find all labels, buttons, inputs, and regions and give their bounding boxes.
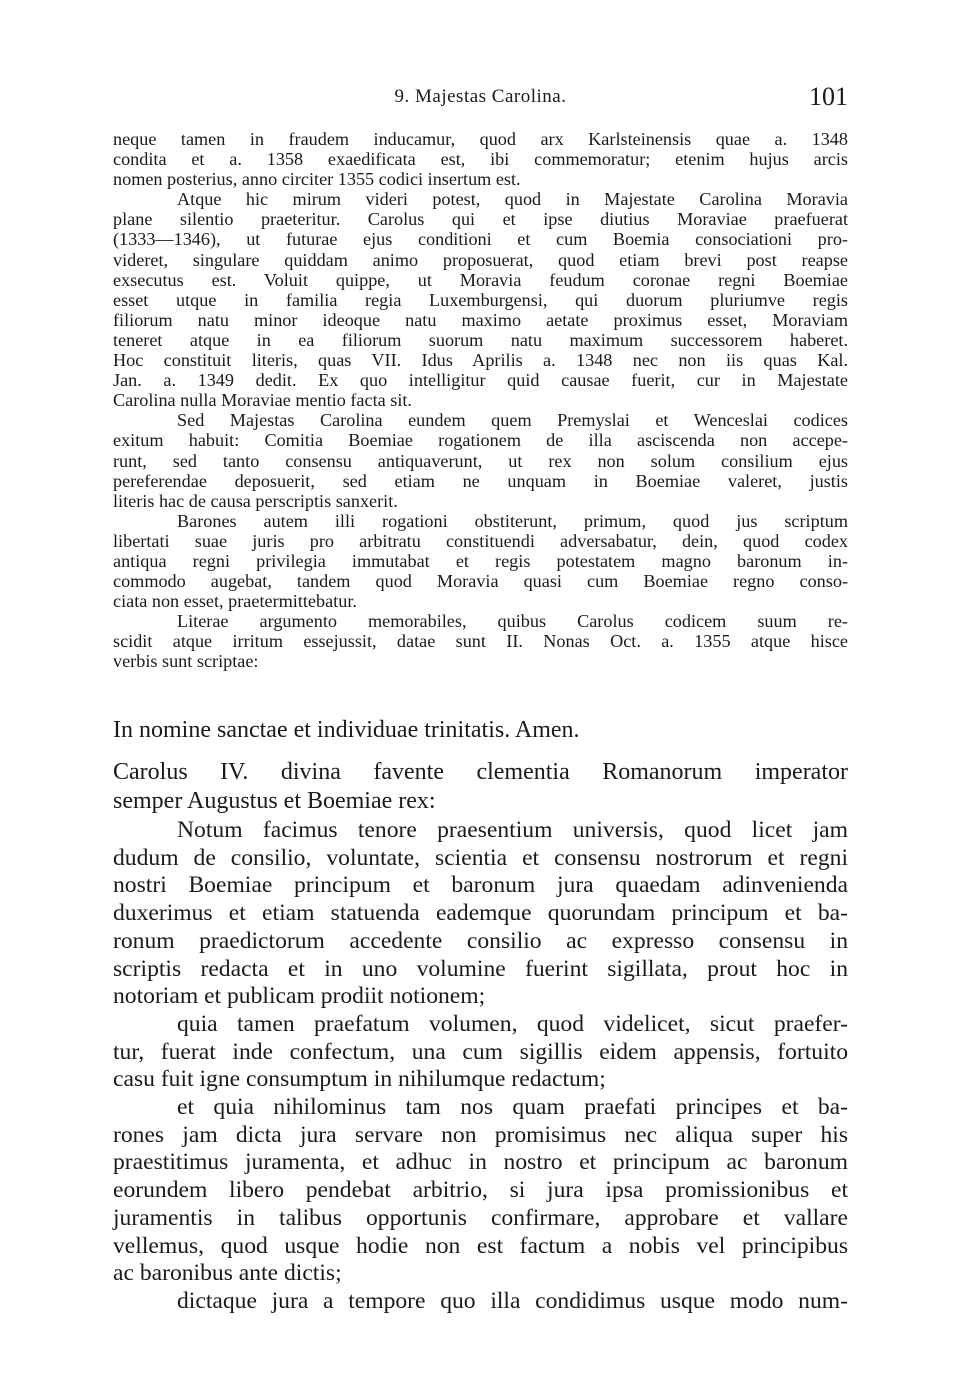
commentary-line: Sed Majestas Carolina eundem quem Premyslai et Wenceslai codices [177, 410, 848, 431]
commentary-line: Barones autem illi rogationi obstiterunt, primum, quod jus scriptum [177, 510, 848, 531]
charter-line: nostri Boemiae principum et baronum jura quaedam adinvenienda [113, 872, 848, 899]
charter-line: et quia nihilominus tam nos quam praefati principes et ba- [177, 1094, 848, 1121]
commentary-line: literis hac de causa perscriptis sanxerit. [113, 490, 398, 511]
commentary-line: (1333—1346), ut futurae ejus conditioni et cum Boemia consociationi pro- [113, 229, 848, 250]
commentary-line: Literae argumento memorabiles, quibus Carolus codicem suum re- [177, 611, 848, 632]
commentary-line: condita et a. 1358 exaedificata est, ibi commemoratur; etenim hujus arcis [113, 149, 848, 170]
commentary-line: scidit atque irritum essejussit, datae sunt II. Nonas Oct. a. 1355 atque hisce [113, 631, 848, 652]
commentary-line: videret, singulare quiddam animo proposuerat, quod etiam brevi post reapse [113, 249, 848, 270]
commentary-line: plane silentio praeteritur. Carolus qui et ipse diutius Moraviae praefuerat [113, 209, 848, 230]
charter-invocation: In nomine sanctae et individuae trinitatis. Amen. [113, 717, 580, 743]
commentary-line: nomen posterius, anno circiter 1355 codici insertum est. [113, 169, 521, 190]
charter-line: duxerimus et etiam statuenda eademque quorundam principum et ba- [113, 900, 848, 927]
commentary-line: runt, sed tanto consensu antiquaverunt, ut rex non solum consilium ejus [113, 450, 848, 471]
charter-line: quia tamen praefatum volumen, quod videlicet, sicut praefer- [177, 1010, 848, 1037]
commentary-line: exitum habuit: Comitia Boemiae rogationem de illa asciscenda non accepe- [113, 430, 848, 451]
running-title: 9. Majestas Carolina. [394, 86, 567, 107]
commentary-line: antiqua regni privilegia immutabat et regis potestatem magno baronum in- [113, 550, 848, 571]
commentary-line: neque tamen in fraudem inducamur, quod arx Karlsteinensis quae a. 1348 [113, 129, 848, 149]
commentary-line: exsecutus est. Voluit quippe, ut Moravia feudum coronae regni Boemiae [113, 269, 848, 290]
charter-text [113, 817, 848, 1316]
charter-line: dictaque jura a tempore quo illa condidimus usque modo num- [177, 1287, 848, 1314]
commentary-line: commodo augebat, tandem quod Moravia quasi cum Boemiae regno conso- [113, 571, 848, 592]
charter-line: tur, fuerat inde confectum, una cum sigillis eidem appensis, fortuito [113, 1038, 848, 1065]
commentary-line: ciata non esset, praetermittebatur. [113, 591, 357, 612]
charter-line: ac baronibus ante dictis; [113, 1260, 342, 1287]
charter-line: dudum de consilio, voluntate, scientia et consensu nostrorum et regni [113, 844, 848, 871]
charter-line: rones jam dicta jura servare non promisimus nec aliqua super his [113, 1121, 848, 1148]
charter-line: casu fuit igne consumptum in nihilumque redactum; [113, 1066, 606, 1093]
charter-line: vellemus, quod usque hodie non est factum a nobis vel principibus [113, 1232, 848, 1259]
charter-line: Notum facimus tenore praesentium universis, quod licet jam [177, 817, 848, 843]
page-header [113, 82, 848, 114]
commentary-line: filiorum natu minor ideoque natu maximo aetate proximus esset, Moraviam [113, 309, 848, 330]
commentary-line: Atque hic mirum videri potest, quod in Majestate Carolina Moravia [177, 189, 848, 210]
commentary-line: Hoc constituit literis, quas VII. Idus Aprilis a. 1348 nec non iis quas Kal. [113, 350, 848, 371]
charter-line: praestitimus juramenta, et adhuc in nostro et principum ac baronum [113, 1149, 848, 1176]
commentary-line: teneret atque in ea filiorum suorum natu maximum successorem haberet. [113, 329, 848, 350]
charter-intitulatio [113, 758, 848, 816]
intitulatio-line: Carolus IV. divina favente clementia Romanorum imperator [113, 759, 848, 785]
commentary-line: Jan. a. 1349 dedit. Ex quo intelligitur quid causae fuerit, cur in Majestate [113, 370, 848, 391]
charter-line: ronum praedictorum accedente consilio ac expresso consensu in [113, 927, 848, 954]
commentary-line: verbis sunt scriptae: [113, 651, 259, 672]
charter-line: scriptis redacta et in uno volumine fuerint sigillata, prout hoc in [113, 955, 848, 982]
page-number: 101 [809, 82, 848, 111]
charter-line: juramentis in talibus opportunis confirmare, approbare et vallare [113, 1204, 848, 1231]
intitulatio-line: semper Augustus et Boemiae rex: [113, 788, 436, 814]
commentary-line: libertati suae juris pro arbitratu constituendi adversabatur, dein, quod codex [113, 530, 848, 551]
charter-line: notoriam et publicam prodiit notionem; [113, 983, 486, 1010]
commentary-line: Carolina nulla Moraviae mentio facta sit. [113, 390, 412, 411]
commentary-line: pereferendae deposuerit, sed etiam ne unquam in Boemiae valeret, justis [113, 470, 848, 491]
commentary-text [113, 129, 848, 672]
commentary-line: esset utque in familia regia Luxemburgensi, qui duorum pluriumve regis [113, 289, 848, 310]
charter-line: eorundem libero pendebat arbitrio, si jura ipsa promissionibus et [113, 1177, 848, 1204]
